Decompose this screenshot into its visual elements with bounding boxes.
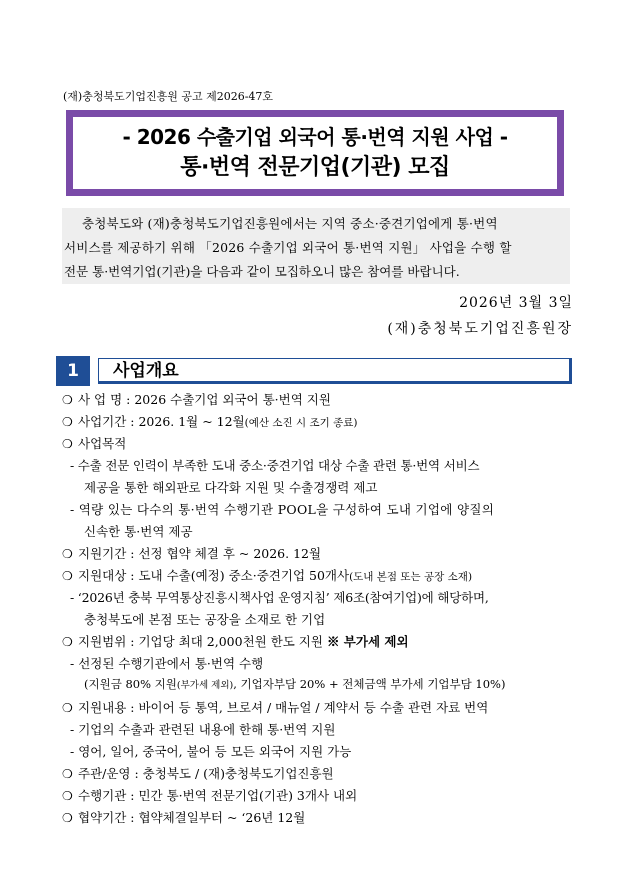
intro-line-3: 전문 통·번역기업(기관)을 다음과 같이 모집하오니 많은 참여를 바랍니다.	[64, 264, 460, 279]
intro-paragraph	[62, 208, 570, 284]
bullet: ❍	[62, 547, 73, 561]
bullet: ❍	[62, 437, 73, 451]
purpose-line-2b: 신속한 통·번역 제공	[84, 524, 193, 539]
section-title-box	[98, 358, 572, 384]
signer: (재)충청북도기업진흥원장	[387, 321, 573, 337]
content-line-2: - 영어, 일어, 중국어, 불어 등 모든 외국어 지원 가능	[70, 744, 352, 759]
title-box	[66, 110, 564, 196]
item-period: ❍ 사업기간 : 2026. 1월 ~ 12월(예산 소진 시 조기 종료)	[62, 414, 358, 429]
bullet: ❍	[62, 635, 73, 649]
title-line-2: 통·번역 전문기업(기관) 모집	[180, 155, 450, 180]
item-target: ❍ 지원대상 : 도내 수출(예정) 중소·중견기업 50개사(도내 본점 또는 공장 소재)	[62, 568, 473, 583]
intro-line-2: 서비스를 제공하기 위해 「2026 수출기업 외국어 통·번역 지원」 사업을 수행 할	[64, 240, 512, 255]
purpose-line-1a: - 수출 전문 인력이 부족한 도내 중소·중견기업 대상 수출 관련 통·번역 서비스	[70, 458, 480, 473]
bullet: ❍	[62, 811, 73, 825]
content-line-1: - 기업의 수출과 관련된 내용에 한해 통·번역 지원	[70, 722, 336, 737]
notice-number: (재)충청북도기업진흥원 공고 제2026-47호	[63, 90, 274, 103]
bullet: ❍	[62, 767, 73, 781]
item-scope: ❍ 지원범위 : 기업당 최대 2,000천원 한도 지원 ※ 부가세 제외	[62, 634, 409, 649]
bullet: ❍	[62, 393, 73, 407]
item-performer: ❍ 수행기관 : 민간 통·번역 전문기업(기관) 3개사 내외	[62, 788, 358, 803]
scope-line-1: - 선정된 수행기관에서 통·번역 수행	[70, 656, 264, 671]
purpose-line-1b: 제공을 통한 해외판로 다각화 지원 및 수출경쟁력 제고	[84, 480, 378, 495]
title-line-1: - 2026 수출기업 외국어 통·번역 지원 사업 -	[122, 125, 508, 149]
intro-line-1: 충청북도와 (재)충청북도기업진흥원에서는 지역 중소·중견기업에게 통·번역	[82, 216, 498, 231]
section-number: 1	[56, 356, 90, 386]
item-name: ❍ 사 업 명 : 2026 수출기업 외국어 통·번역 지원	[62, 392, 331, 407]
bullet: ❍	[62, 415, 73, 429]
item-host: ❍ 주관/운영 : 충청북도 / (재)충청북도기업진흥원	[62, 766, 334, 781]
item-agreement: ❍ 협약기간 : 협약체결일부터 ~ ‘26년 12월	[62, 810, 306, 825]
item-support-period: ❍ 지원기간 : 선정 협약 체결 후 ~ 2026. 12월	[62, 546, 322, 561]
section-header	[56, 356, 576, 386]
bullet: ❍	[62, 569, 73, 583]
target-line-1a: - ‘2026년 충북 무역통상진흥시책사업 운영지침’ 제6조(참여기업)에 해당하며,	[70, 590, 489, 605]
target-line-1b: 충청북도에 본점 또는 공장을 소재로 한 기업	[84, 612, 326, 627]
scope-line-2: (지원금 80% 지원(부가세 제외), 기업자부담 20% + 전체금액 부가세 기업부담 10%)	[84, 677, 506, 691]
purpose-line-2a: - 역량 있는 다수의 통·번역 수행기관 POOL을 구성하여 도내 기업에 양질의	[70, 502, 495, 517]
bullet: ❍	[62, 789, 73, 803]
item-purpose: ❍ 사업목적	[62, 436, 127, 451]
section-title: 사업개요	[113, 361, 179, 381]
announcement-date: 2026년 3월 3일	[459, 295, 573, 311]
item-content: ❍ 지원내용 : 바이어 등 통역, 브로셔 / 매뉴얼 / 계약서 등 수출 관련 자료 번역	[62, 700, 489, 715]
bullet: ❍	[62, 701, 73, 715]
